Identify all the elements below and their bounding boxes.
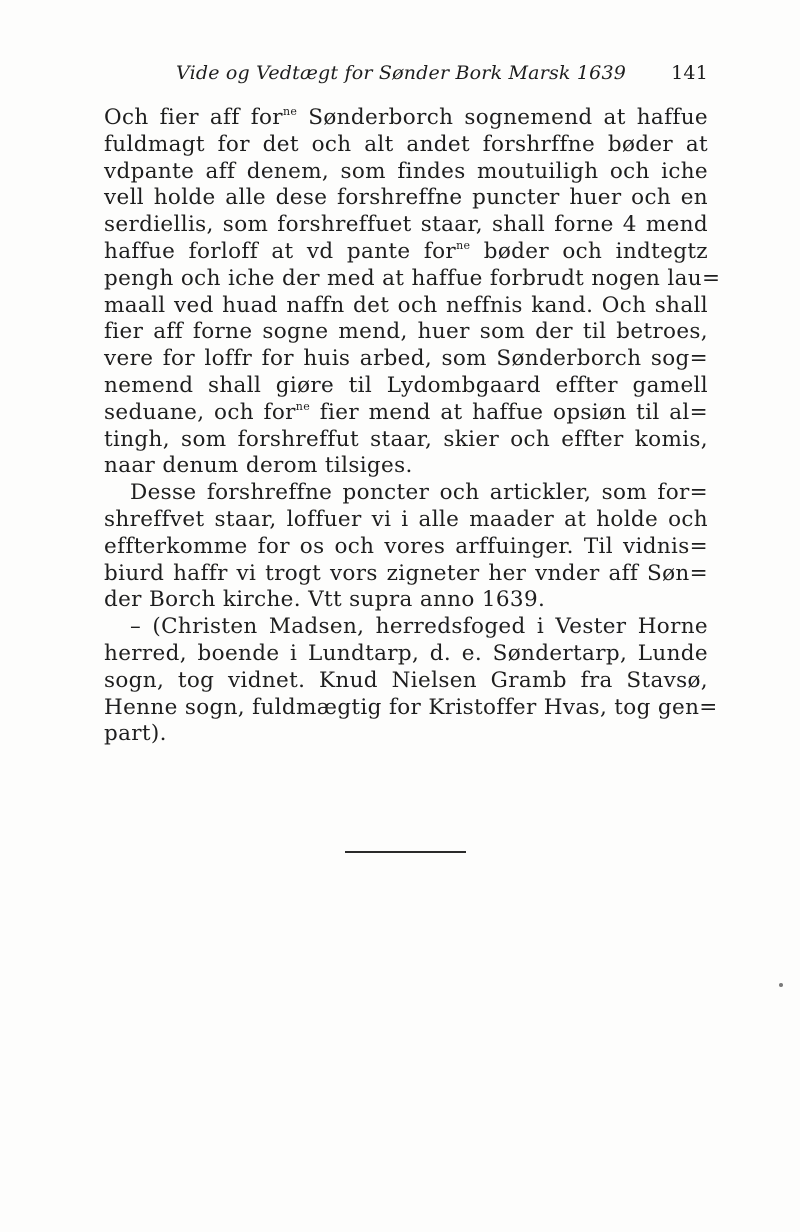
text-line — [104, 373, 708, 400]
text-run: seduane, och for — [104, 399, 296, 425]
text-run: fuldmagt for det och alt andet forshrffne bøder at — [104, 131, 708, 157]
page-speck — [779, 983, 783, 987]
text-run: vell holde alle dese forshreffne puncter huer och en — [104, 185, 708, 211]
text-run: effterkomme for os och vores arffuinger. Til vidnis= — [104, 533, 708, 559]
text-line — [104, 159, 708, 186]
text-run: fier mend at haffue opsiøn til al= — [310, 399, 709, 425]
text-line — [104, 105, 708, 132]
text-run: biurd haffr vi trogt vors zigneter her vnder aff Søn= — [104, 560, 708, 586]
section-end-rule — [345, 851, 466, 853]
text-line — [104, 587, 708, 614]
superscript: ne — [282, 105, 298, 118]
paragraph — [104, 480, 708, 614]
text-line — [104, 293, 708, 320]
text-run: vere for loffr for huis arbed, som Sønderborch sog= — [104, 346, 708, 372]
running-header — [104, 62, 708, 92]
text-run: pengh och iche der med at haffue forbrudt nogen lau= — [104, 265, 721, 291]
text-run: Desse forshreffne poncter och artickler, som for= — [130, 480, 708, 506]
text-run: Sønderborch sognemend at haffue — [297, 105, 708, 130]
text-run: sogn, tog vidnet. Knud Nielsen Gramb fra Stavsø, — [104, 667, 708, 693]
text-line — [104, 694, 718, 722]
text-line — [104, 480, 708, 507]
text-line — [104, 641, 708, 668]
text-run: maall ved huad naffn det och neffnis kand. Och shall — [104, 292, 708, 318]
text-line — [104, 534, 708, 561]
text-run: herred, boende i Lundtarp, d. e. Søndertarp, Lunde — [104, 640, 708, 666]
paragraph — [104, 105, 721, 480]
text-line — [104, 212, 708, 239]
body-text — [104, 105, 721, 748]
text-line — [104, 319, 708, 346]
text-run: Och fier aff for — [104, 105, 283, 130]
text-run: part). — [104, 721, 167, 747]
text-run: tingh, som forshreffut staar, skier och effter komis, — [104, 426, 708, 452]
text-run: Henne sogn, fuldmægtig for Kristoffer Hvas, tog gen= — [104, 694, 718, 720]
text-line — [104, 507, 708, 534]
running-title: Vide og Vedtægt for Sønder Bork Marsk 1639 — [176, 62, 627, 84]
text-run: – (Christen Madsen, herredsfoged i Vester Horne — [130, 614, 708, 640]
text-run: naar denum derom tilsiges. — [104, 453, 413, 479]
superscript: ne — [456, 238, 471, 252]
text-line — [104, 453, 708, 480]
text-line — [104, 721, 708, 748]
text-line — [104, 346, 708, 373]
text-line — [104, 561, 708, 588]
text-line — [104, 265, 721, 293]
superscript: ne — [295, 399, 311, 413]
text-run: der Borch kirche. Vtt supra anno 1639. — [104, 587, 546, 613]
paragraph — [104, 614, 718, 748]
text-run: nemend shall giøre til Lydombgaard effter gamell — [104, 372, 708, 398]
text-run: vdpante aff denem, som findes moutuiligh och iche — [104, 158, 708, 184]
text-run: serdiellis, som forshreffuet staar, shall forne 4 mend — [104, 212, 708, 238]
text-run: shreffvet staar, loffuer vi i alle maader at holde och — [104, 506, 708, 532]
text-run: bøder och indtegtz — [470, 238, 708, 264]
text-line — [104, 427, 708, 454]
text-line — [104, 185, 708, 212]
text-line — [104, 614, 708, 641]
text-line — [104, 132, 708, 159]
text-line — [104, 239, 708, 266]
text-line — [104, 668, 708, 695]
text-run: haffue forloff at vd pante for — [104, 238, 457, 264]
text-run: fier aff forne sogne mend, huer som der til betroes, — [104, 319, 708, 345]
text-line — [104, 400, 708, 427]
page-number: 141 — [671, 62, 708, 84]
